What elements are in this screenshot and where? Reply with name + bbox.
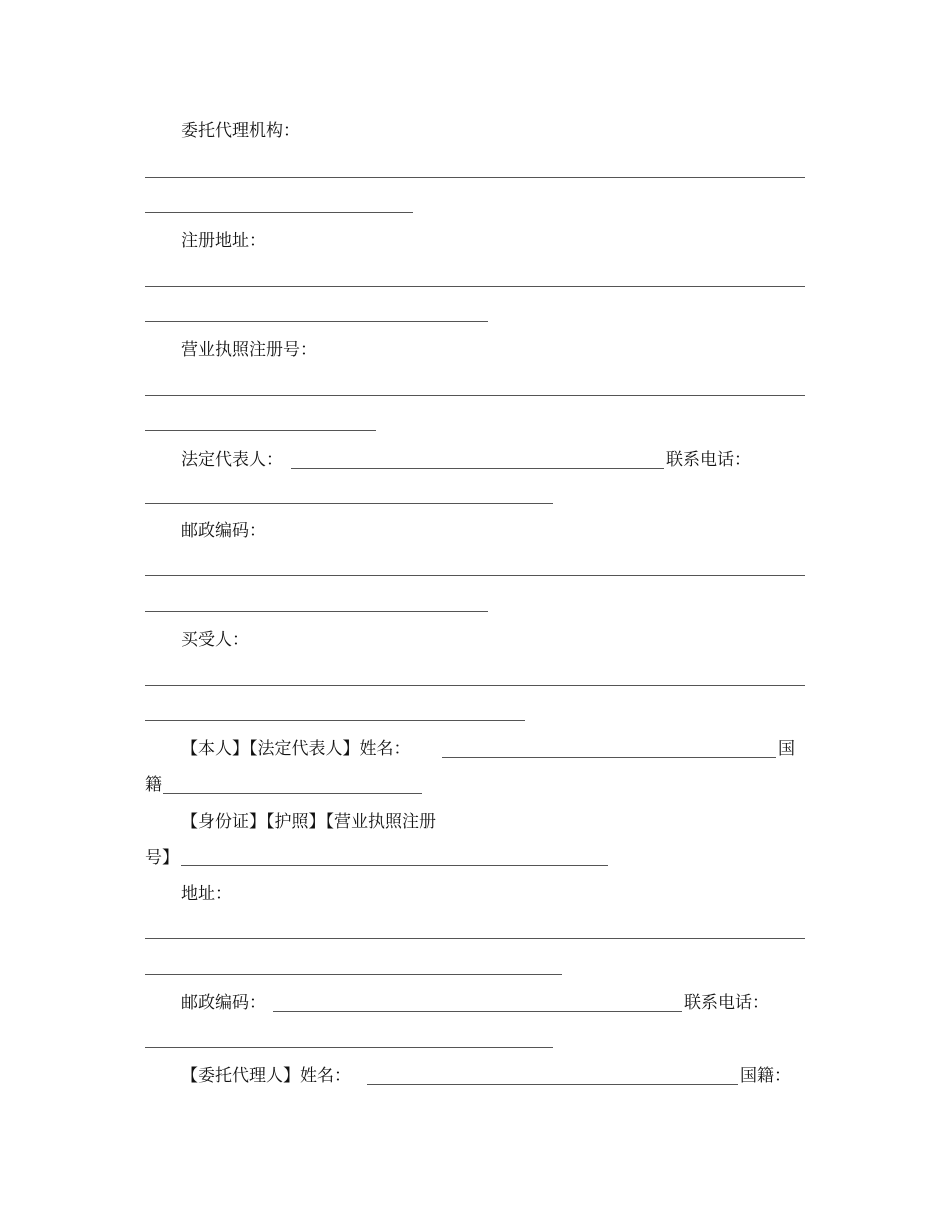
nationality-line[interactable] xyxy=(163,793,422,794)
postal-line-1a[interactable] xyxy=(145,575,805,576)
phone-label-1: 联系电话： xyxy=(666,450,751,470)
agent-name-line[interactable] xyxy=(367,1084,738,1085)
legal-rep-line[interactable] xyxy=(291,468,664,469)
buyer-line-2[interactable] xyxy=(145,720,525,721)
name-line-label: 【本人】【法定代表人】姓名： xyxy=(181,739,411,759)
id-type-label: 【身份证】【护照】【营业执照注册 xyxy=(181,812,436,832)
nationality-head: 国 xyxy=(778,739,795,759)
phone-line-1[interactable] xyxy=(145,503,553,504)
license-no-line-2[interactable] xyxy=(145,430,376,431)
address-line-2[interactable] xyxy=(145,974,562,975)
legal-rep-label: 法定代表人： xyxy=(181,450,283,470)
id-number-line[interactable] xyxy=(181,865,608,866)
agent-name-label: 【委托代理人】姓名： xyxy=(181,1066,351,1086)
address-line-1[interactable] xyxy=(145,938,805,939)
nationality-tail: 籍 xyxy=(145,775,162,795)
reg-address-line-2[interactable] xyxy=(145,321,488,322)
address-label: 地址： xyxy=(181,884,232,904)
buyer-line-1[interactable] xyxy=(145,685,805,686)
postal-line-1b[interactable] xyxy=(145,611,488,612)
phone-line-2[interactable] xyxy=(145,1047,553,1048)
id-type-tail: 号】 xyxy=(145,848,179,868)
postal-label-1: 邮政编码： xyxy=(181,521,266,541)
agency-line-2[interactable] xyxy=(145,212,413,213)
license-no-line-1[interactable] xyxy=(145,395,805,396)
phone-label-2: 联系电话： xyxy=(684,993,769,1013)
postal-label-2: 邮政编码： xyxy=(181,993,266,1013)
postal-line-2[interactable] xyxy=(273,1011,682,1012)
agency-label: 委托代理机构： xyxy=(181,121,300,141)
license-no-label: 营业执照注册号： xyxy=(181,340,317,360)
reg-address-label: 注册地址： xyxy=(181,231,266,251)
reg-address-line-1[interactable] xyxy=(145,286,805,287)
agency-line-1[interactable] xyxy=(145,177,805,178)
name-line[interactable] xyxy=(442,757,776,758)
agent-nationality-label: 国籍： xyxy=(740,1066,791,1086)
buyer-label: 买受人： xyxy=(181,630,249,650)
